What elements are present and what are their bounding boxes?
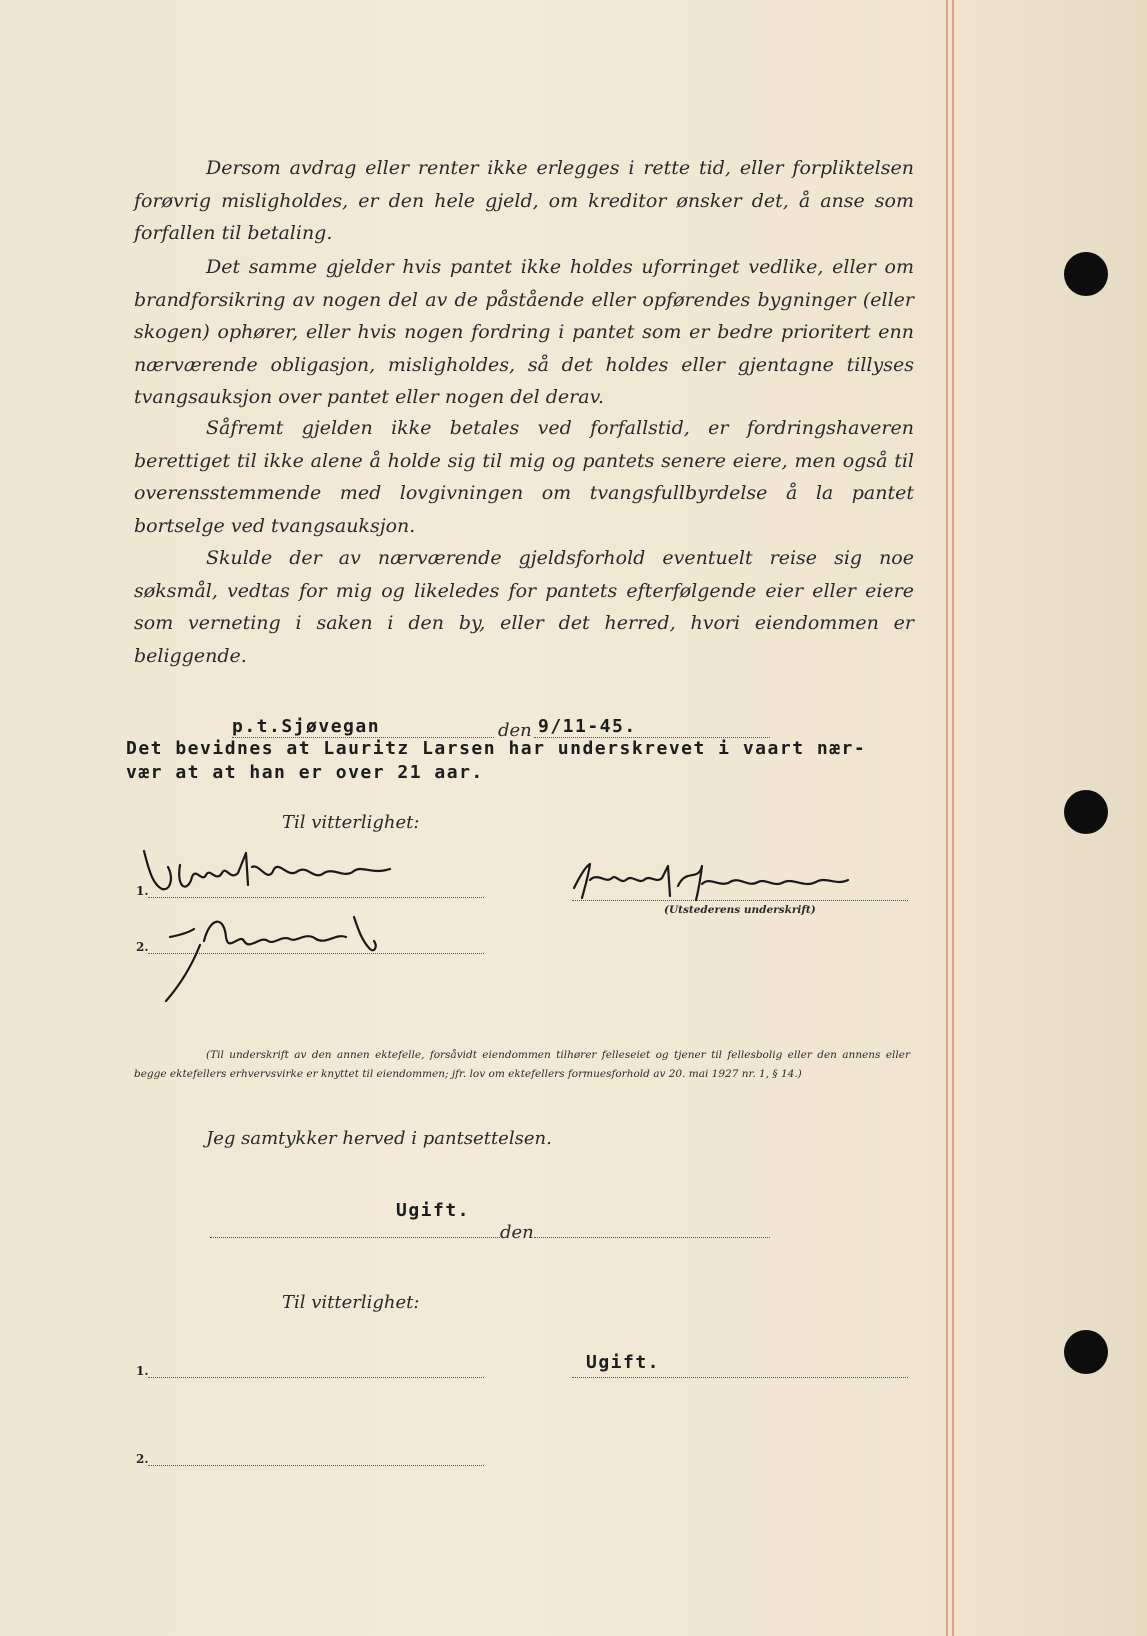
witness-number-2: 2. [136,940,149,954]
witness2-line-2 [148,1465,484,1466]
spouse-place-line [210,1237,500,1238]
date-label: den [498,720,532,741]
spouse-signature-line [572,1377,908,1378]
paragraph-text: Såfremt gjelden ikke betales ved forfallstid, er fordringshaveren berettiget til ikke alene å holde sig til mig og pantets senere eiere, men også til overensstemmende med lovgivningen om tvangsfullbyrdelse å la pantet bortselge ved tvangsauksjon. [134,417,914,537]
witness2-number-2: 2. [136,1452,149,1466]
spouse-typed-ugift: Ugift. [396,1200,471,1221]
witness2-number-1: 1. [136,1364,149,1378]
witness-heading: Til vitterlighet: [282,812,420,833]
spouse-date-label: den [500,1222,534,1243]
margin-rule [946,0,948,1636]
spouse-note: (Til underskrift av den annen ektefelle, forsåvidt eiendommen tilhører felleseiet og tjener til fellesbolig eller den annens eller begge ektefellers erhvervsvirke er knyttet til eiendommen; jfr. lov om ektefellers formuesforhold av 20. mai 1927 nr. 1, § 14.) [134,1049,910,1080]
punch-hole [1064,1330,1108,1374]
punch-hole [1064,252,1108,296]
issuer-signature [570,858,880,908]
paragraph-text: Skulde der av nærværende gjeldsforhold eventuelt reise sig noe søksmål, vedtas for mig og likeledes for pantets efterfølgende eier eller eiere som verneting i saken i den by, eller det herred, hvori eiendommen er beliggende. [134,547,914,667]
spouse-signature-ugift: Ugift. [586,1352,661,1373]
witness-number-1: 1. [136,884,149,898]
consent-text: Jeg samtykker herved i pantsettelsen. [206,1128,552,1149]
paragraph-due [134,412,914,542]
witness2-line-1 [148,1377,484,1378]
paragraph-venue [134,542,914,672]
spouse-date-line [534,1237,770,1238]
paragraph-default [134,152,914,250]
margin-rule-2 [952,0,954,1636]
paragraph-maintenance [134,251,914,414]
place-typed: p.t.Sjøvegan [232,716,381,737]
date-typed: 9/11-45. [538,716,637,737]
witness-signature [140,845,420,1005]
issuer-caption: (Utstederens underskrift) [664,904,816,916]
paragraph-text: Dersom avdrag eller renter ikke erlegges i rette tid, eller forpliktelsen forøvrig misligholdes, er den hele gjeld, om kreditor ønsker det, å anse som forfallen til betaling. [134,157,914,244]
punch-hole [1064,790,1108,834]
attestation-line-1: Det bevidnes at Lauritz Larsen har underskrevet i vaart nær- [126,738,867,759]
attestation-line-2: vær at at han er over 21 aar. [126,762,484,783]
witness-heading-2: Til vitterlighet: [282,1292,420,1313]
paragraph-text: Det samme gjelder hvis pantet ikke holdes uforringet vedlike, eller om brandforsikring av nogen del av de påstående eller opførendes bygninger (eller skogen) ophører, eller hvis nogen fordring i pantet som er bedre prioritert enn nærværende obligasjon, misligholdes, så det holdes eller gjentagne tillyses tvangsauksjon over pantet eller nogen del derav. [134,256,914,408]
